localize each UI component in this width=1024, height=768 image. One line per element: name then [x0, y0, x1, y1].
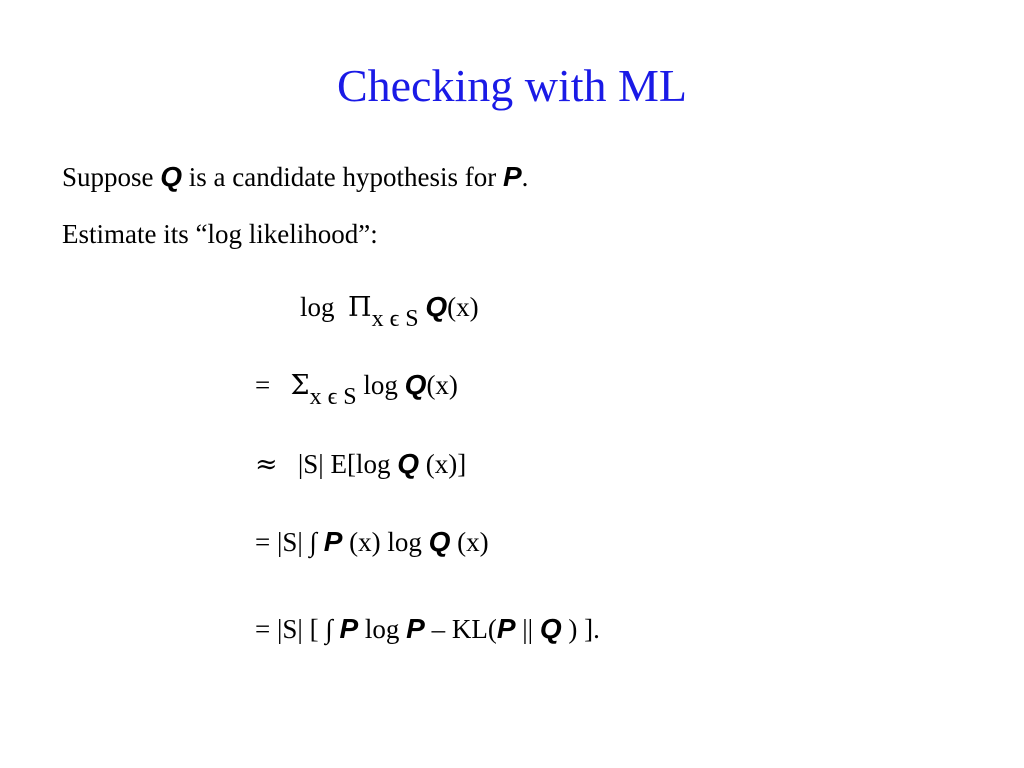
- eq5-integral: ∫: [318, 614, 340, 644]
- eq1-q: Q: [425, 291, 448, 322]
- eq5-right-bracket: ]: [584, 614, 594, 644]
- eq5-close-paren: ): [561, 614, 585, 644]
- eq2-equals: =: [255, 370, 271, 400]
- eq2-subscript: x ϵ S: [309, 384, 357, 410]
- eq2-sum-symbol: Σ: [290, 370, 310, 401]
- slide-title: Checking with ML: [336, 60, 688, 111]
- equation-5: [255, 612, 600, 646]
- eq2-arg: (x): [426, 370, 458, 400]
- eq5-left-bracket: [: [309, 614, 319, 644]
- equation-4: [255, 525, 489, 559]
- eq5-period: .: [593, 614, 600, 644]
- eq5-kl: – KL(: [424, 614, 497, 644]
- eq1-log: log: [300, 292, 335, 322]
- eq5-prefix: = |S|: [255, 614, 310, 644]
- eq5-bar: ||: [515, 614, 540, 644]
- eq3-q: Q: [397, 448, 419, 479]
- eq5-q: Q: [539, 613, 562, 644]
- eq4-mid: (x) log: [342, 527, 429, 557]
- line-suppose: [62, 160, 528, 194]
- text-suppose: Suppose: [62, 162, 161, 192]
- eq5-p1: P: [339, 613, 359, 644]
- eq4-p: P: [323, 526, 343, 557]
- symbol-q: Q: [160, 161, 183, 192]
- eq2-q: Q: [404, 369, 427, 400]
- eq3-expectation: E[log: [323, 449, 398, 479]
- text-period: .: [521, 162, 529, 192]
- eq5-p3: P: [496, 613, 516, 644]
- eq1-subscript: x ϵ S: [371, 306, 419, 332]
- eq4-arg: (x): [450, 527, 489, 557]
- eq5-p2: P: [406, 613, 425, 644]
- eq3-arg: (x)]: [418, 449, 467, 479]
- eq2-log: log: [356, 370, 405, 400]
- eq5-log: log: [358, 614, 407, 644]
- text-candidate: is a candidate hypothesis for: [182, 162, 503, 192]
- eq3-set-size: |S|: [297, 449, 324, 479]
- symbol-p: P: [502, 161, 522, 192]
- eq1-arg: (x): [447, 292, 479, 322]
- equation-3: [255, 447, 466, 482]
- equation-1: [300, 290, 479, 332]
- equation-2: [255, 368, 458, 410]
- eq3-approx: ≈: [255, 449, 278, 480]
- eq1-product-symbol: Π: [348, 292, 372, 323]
- eq4-q: Q: [428, 526, 451, 557]
- eq4-prefix: = |S| ∫: [255, 527, 324, 557]
- line-estimate: Estimate its “log likelihood”:: [62, 219, 378, 249]
